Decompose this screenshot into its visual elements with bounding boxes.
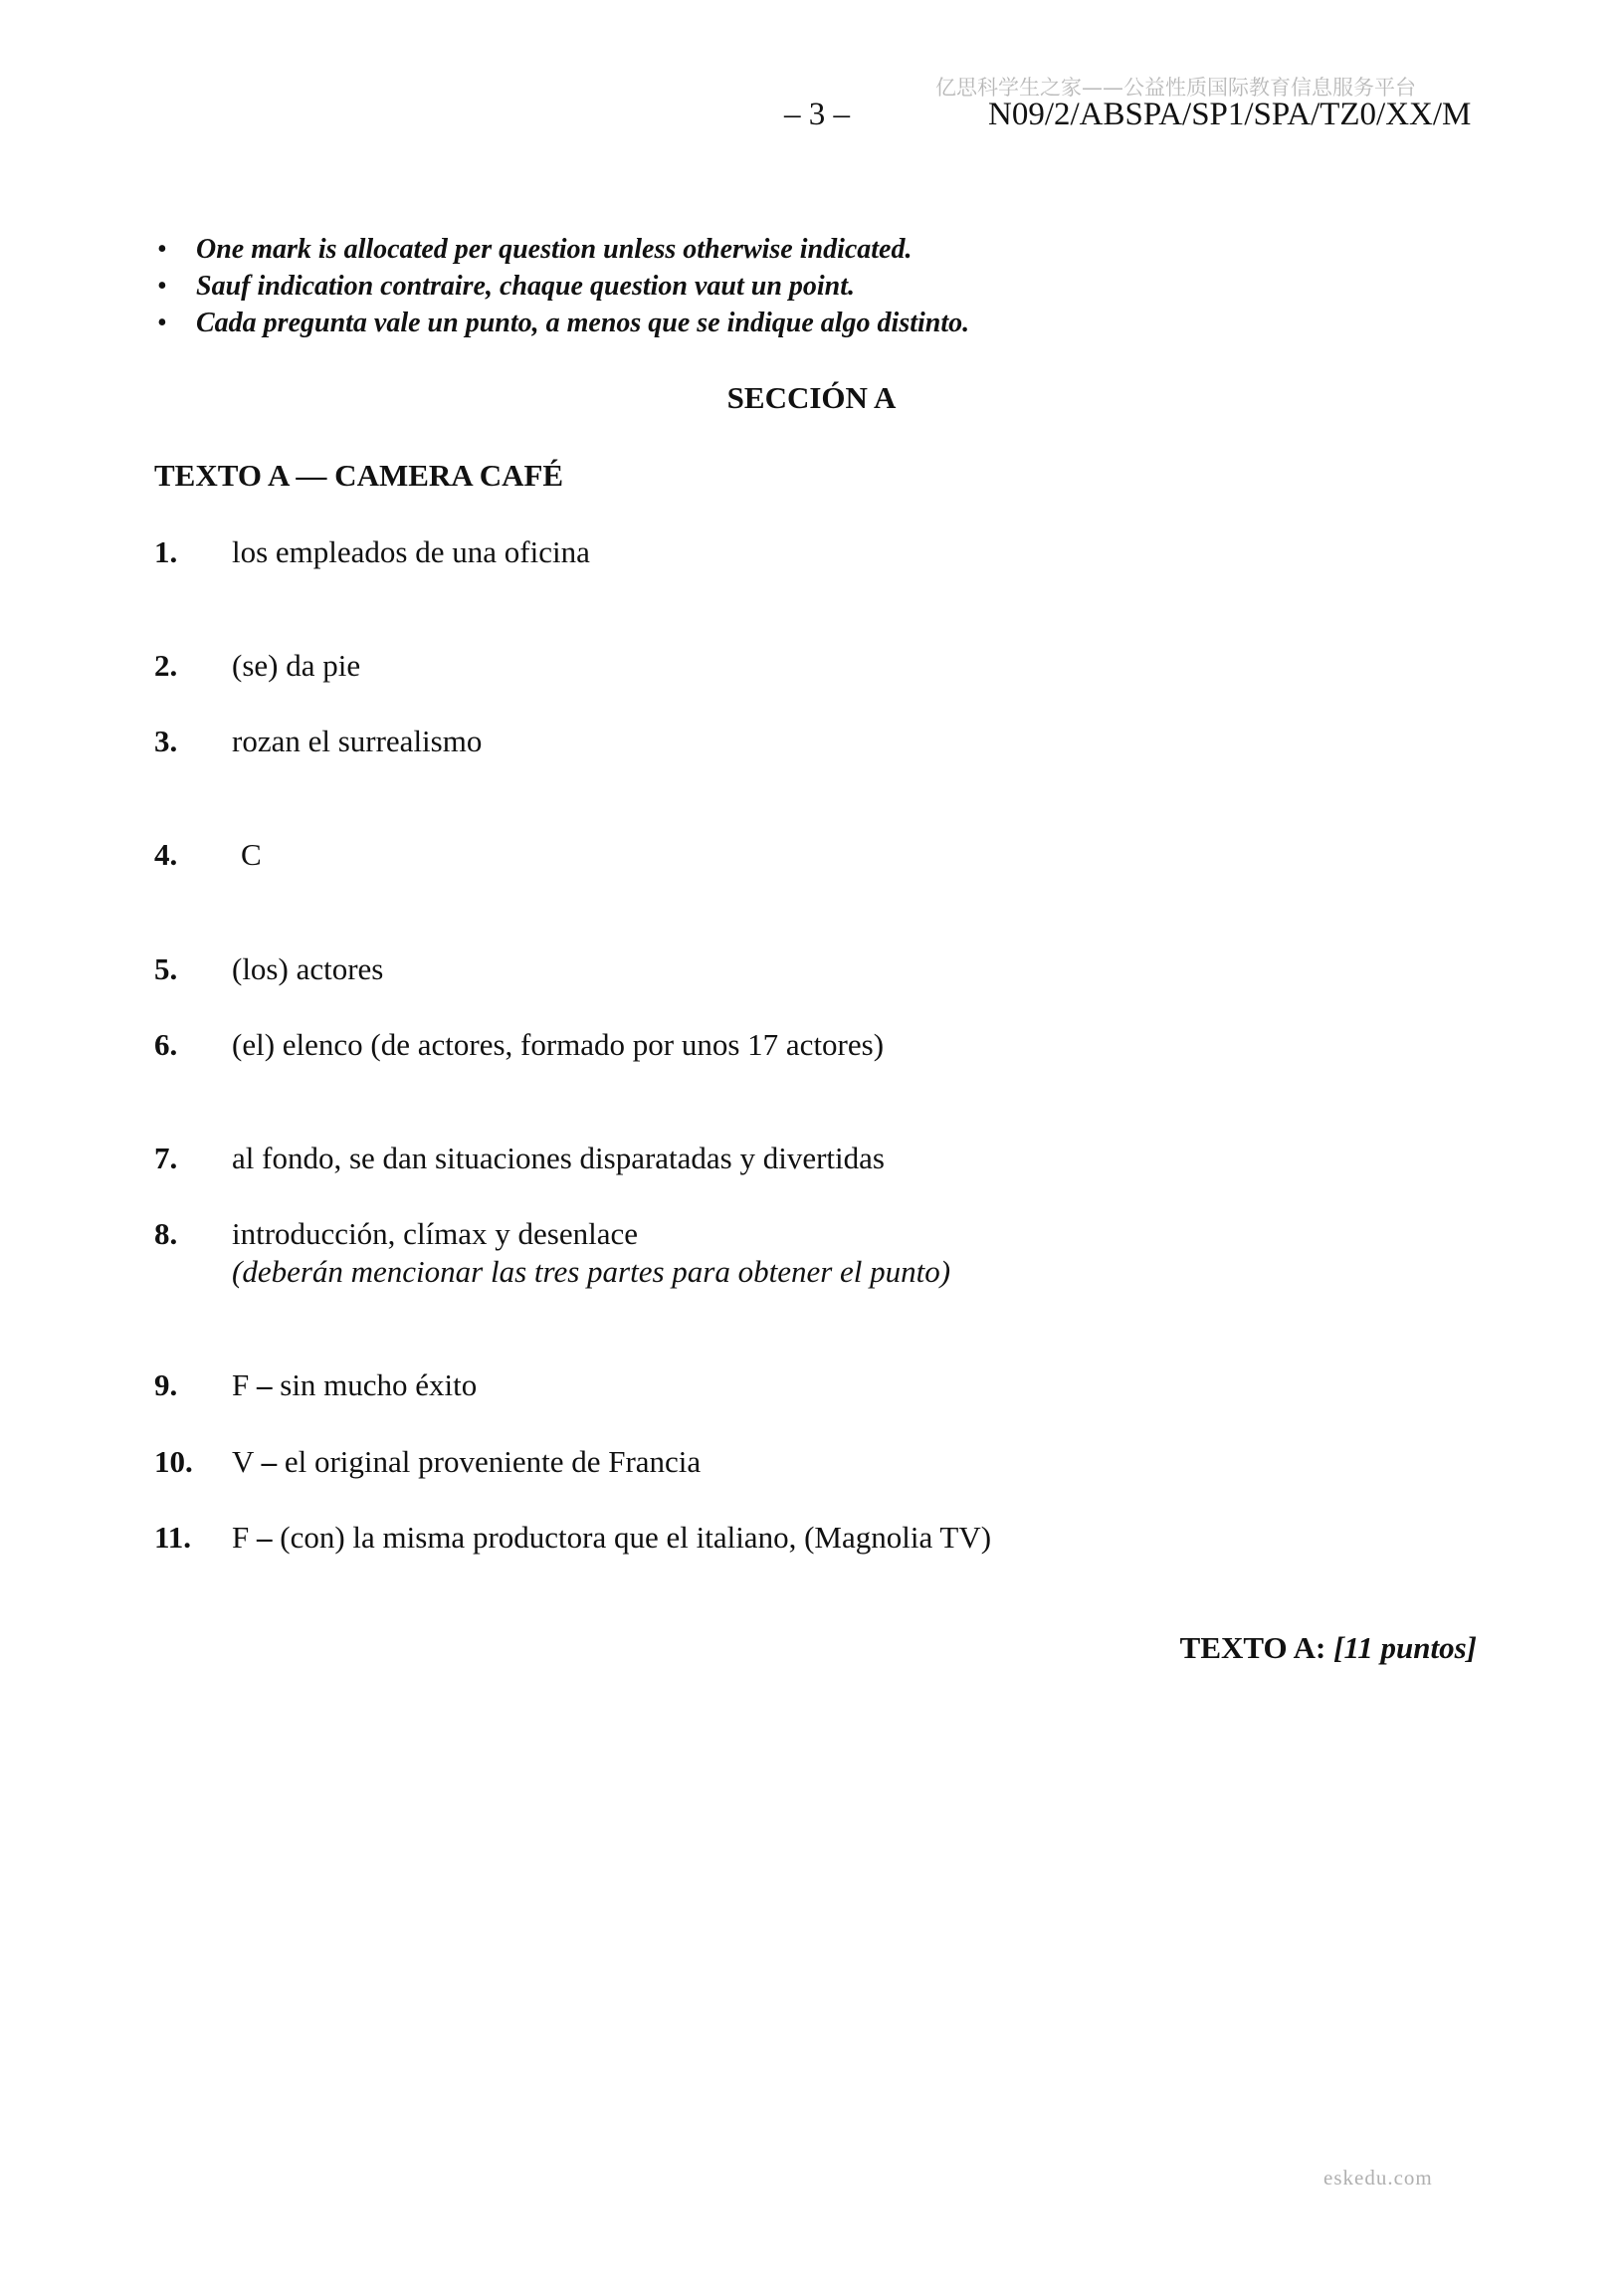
section-title: SECCIÓN A bbox=[726, 380, 897, 415]
question-answer: (los) actores bbox=[232, 951, 384, 986]
instruction-text: Cada pregunta vale un punto, a menos que se indique algo distinto. bbox=[196, 308, 970, 338]
question-number: 6. bbox=[154, 1027, 178, 1062]
question-answer: rozan el surrealismo bbox=[232, 724, 483, 758]
question-number: 1. bbox=[154, 534, 178, 569]
footer-watermark: eskedu.com bbox=[1323, 2166, 1433, 2190]
header-watermark: 亿思科学生之家——公益性质国际教育信息服务平台 bbox=[935, 76, 1416, 100]
question-answer-line bbox=[232, 1443, 701, 1481]
true-false-value: V bbox=[232, 1444, 254, 1479]
instruction-text: One mark is allocated per question unless otherwise indicated. bbox=[196, 234, 913, 265]
question-answer: (con) la misma productora que el italiano, (Magnolia TV) bbox=[280, 1520, 992, 1555]
question-answer: (el) elenco (de actores, formado por unos 17 actores) bbox=[232, 1027, 885, 1062]
question-answer-line bbox=[232, 1519, 991, 1557]
bullet-icon: • bbox=[157, 271, 167, 302]
instruction-text: Sauf indication contraire, chaque question vaut un point. bbox=[196, 271, 856, 302]
question-number: 11. bbox=[154, 1520, 192, 1555]
question-answer: los empleados de una oficina bbox=[232, 534, 590, 569]
question-answer-line bbox=[232, 1366, 477, 1404]
question-number: 2. bbox=[154, 648, 178, 683]
question-answer: al fondo, se dan situaciones disparatadas y divertidas bbox=[232, 1141, 885, 1175]
text-title: TEXTO A — CAMERA CAFÉ bbox=[154, 458, 564, 493]
bullet-icon: • bbox=[157, 234, 167, 265]
question-number: 7. bbox=[154, 1141, 178, 1175]
true-false-value: F bbox=[232, 1367, 250, 1402]
answer-dash: – bbox=[257, 1520, 273, 1555]
question-number: 4. bbox=[154, 837, 178, 872]
page-number: – 3 – bbox=[784, 97, 850, 132]
question-number: 3. bbox=[154, 724, 178, 758]
question-number: 8. bbox=[154, 1216, 178, 1251]
question-number: 9. bbox=[154, 1367, 178, 1402]
answer-dash: – bbox=[257, 1367, 273, 1402]
bullet-icon: • bbox=[157, 308, 167, 338]
score-total bbox=[1180, 1630, 1477, 1666]
question-answer: sin mucho éxito bbox=[280, 1367, 478, 1402]
question-number: 10. bbox=[154, 1444, 193, 1479]
question-answer: C bbox=[241, 837, 262, 872]
question-note: (deberán mencionar las tres partes para obtener el punto) bbox=[232, 1254, 951, 1289]
question-answer: (se) da pie bbox=[232, 648, 361, 683]
instruction-english bbox=[154, 231, 969, 268]
true-false-value: F bbox=[232, 1520, 250, 1555]
instruction-spanish bbox=[154, 305, 969, 341]
answer-dash: – bbox=[261, 1444, 278, 1479]
question-number: 5. bbox=[154, 951, 178, 986]
marking-instructions bbox=[154, 231, 969, 341]
score-label: TEXTO A: bbox=[1179, 1630, 1326, 1665]
document-code: N09/2/ABSPA/SP1/SPA/TZ0/XX/M bbox=[988, 97, 1472, 132]
score-value: [11 puntos] bbox=[1333, 1630, 1477, 1665]
question-answer: introducción, clímax y desenlace bbox=[232, 1216, 639, 1251]
instruction-french bbox=[154, 268, 969, 305]
question-answer: el original proveniente de Francia bbox=[284, 1444, 702, 1479]
